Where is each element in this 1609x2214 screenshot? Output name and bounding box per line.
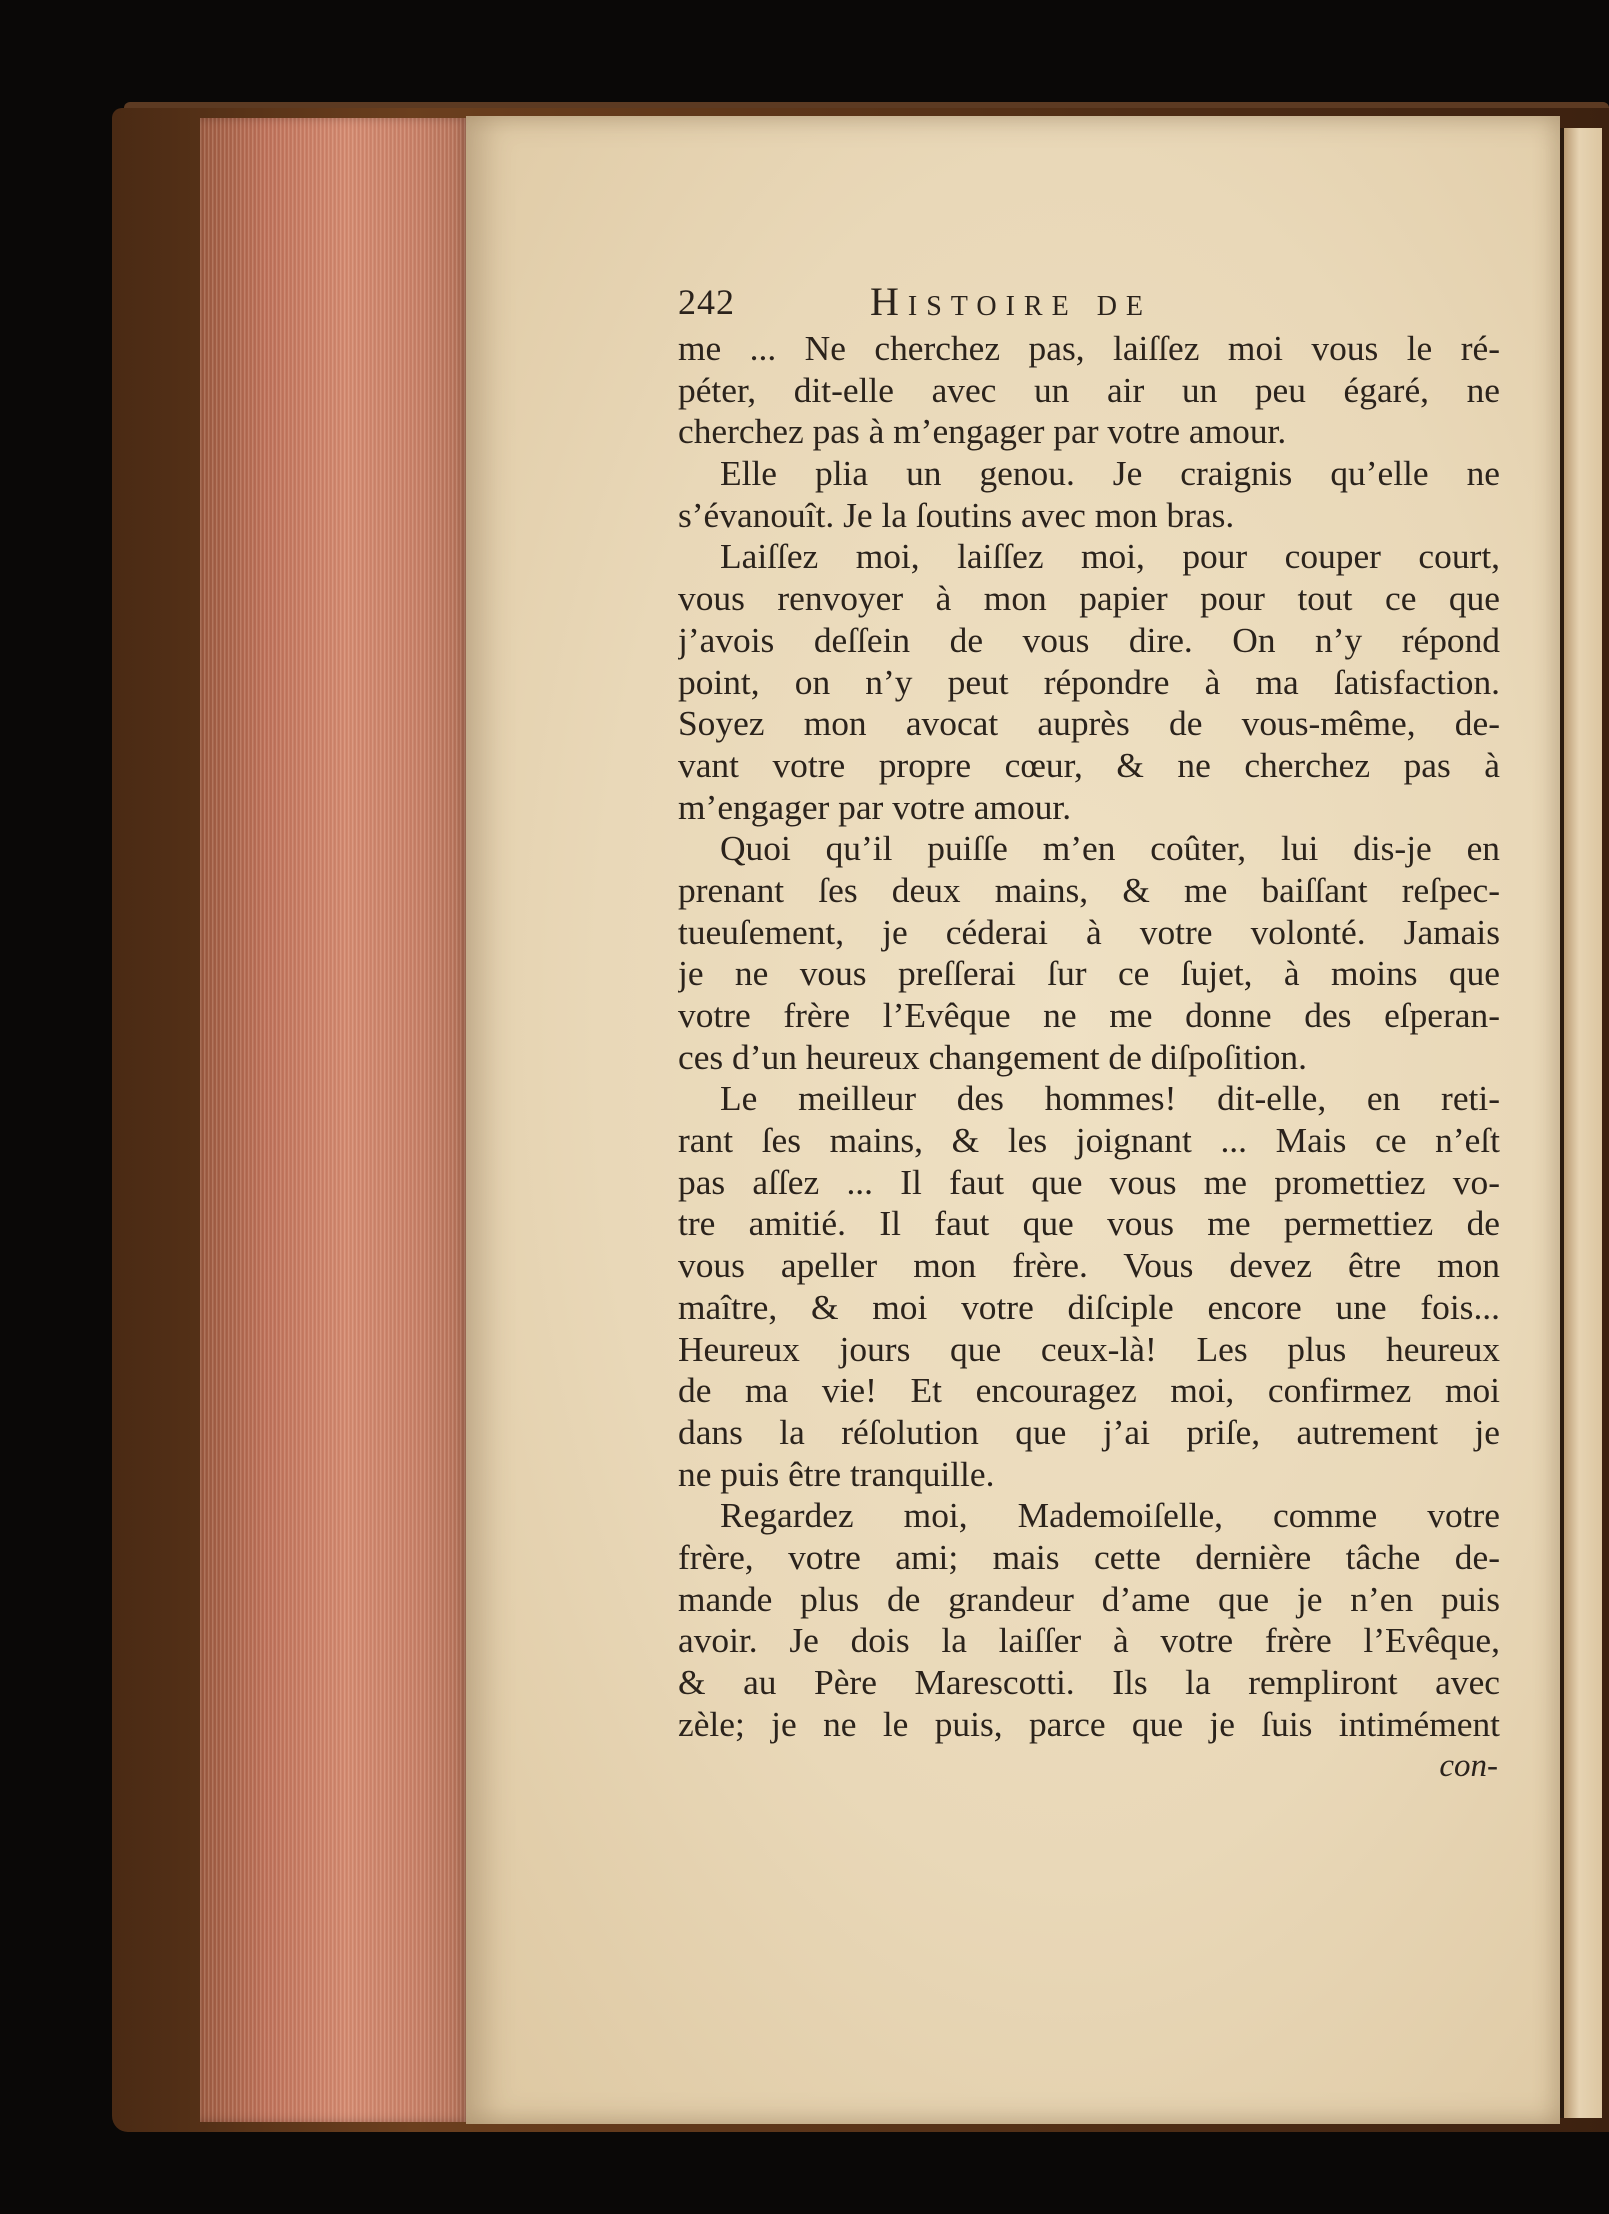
running-title: Histoire de	[870, 279, 1153, 324]
text-line: Soyez mon avocat auprès de vous-même, de-	[678, 703, 1500, 744]
page-text	[678, 276, 1500, 1787]
page-fore-edge	[200, 118, 470, 2122]
page-number: 242	[678, 282, 735, 322]
text-line: vous renvoyer à mon papier pour tout ce que	[678, 578, 1500, 619]
text-line: Quoi qu’il puiſſe m’en coûter, lui dis-je en	[720, 828, 1500, 869]
text-line: péter, dit-elle avec un air un peu égaré, ne	[678, 369, 1500, 410]
text-line: vant votre propre cœur, & ne cherchez pas à	[678, 744, 1500, 785]
facing-page-edge	[1560, 128, 1602, 2118]
text-line: je ne vous preſſerai ſur ce ſujet, à moins que	[678, 953, 1500, 994]
text-line: Elle plia un genou. Je craignis qu’elle ne	[720, 453, 1500, 494]
text-line: point, on n’y peut répondre à ma ſatisfaction.	[678, 661, 1500, 702]
text-line: tueuſement, je céderai à votre volonté. Jamais	[678, 911, 1500, 952]
text-line: s’évanouît. Je la ſoutins avec mon bras.	[678, 494, 1235, 535]
text-line: ces d’un heureux changement de diſpoſition.	[678, 1036, 1307, 1077]
text-line: votre frère l’Evêque ne me donne des eſperan-	[678, 995, 1500, 1035]
text-line: frère, votre ami; mais cette dernière tâche de-	[678, 1536, 1500, 1577]
page-header	[678, 276, 1500, 328]
text-line: rant ſes mains, & les joignant ... Mais ce n’eſt	[678, 1120, 1500, 1161]
text-line: dans la réſolution que j’ai priſe, autrement je	[678, 1411, 1500, 1452]
text-line: tre amitié. Il faut que vous me permettiez de	[678, 1203, 1500, 1244]
text-line: avoir. Je dois la laiſſer à votre frère l’Evêque,	[678, 1620, 1500, 1661]
text-line: Laiſſez moi, laiſſez moi, pour couper court,	[720, 536, 1500, 577]
text-line: Heureux jours que ceux-là! Les plus heureux	[678, 1328, 1500, 1369]
text-line: pas aſſez ... Il faut que vous me promettiez vo-	[678, 1161, 1500, 1202]
text-line: me ... Ne cherchez pas, laiſſez moi vous le ré-	[678, 328, 1500, 368]
text-line: Le meilleur des hommes! dit-elle, en reti-	[720, 1078, 1500, 1119]
text-line: m’engager par votre amour.	[678, 786, 1072, 827]
text-line: prenant ſes deux mains, & me baiſſant reſpec-	[678, 869, 1500, 910]
text-line: de ma vie! Et encouragez moi, confirmez moi	[678, 1370, 1500, 1411]
catchword: con-	[1439, 1748, 1498, 1785]
text-line: zèle; je ne le puis, parce que je ſuis intimément	[678, 1703, 1500, 1744]
text-line: & au Père Marescotti. Ils la rempliront avec	[678, 1662, 1500, 1702]
text-line: maître, & moi votre diſciple encore une fois...	[678, 1286, 1500, 1327]
text-line: j’avois deſſein de vous dire. On n’y répond	[678, 619, 1500, 660]
text-line: ne puis être tranquille.	[678, 1453, 995, 1494]
text-line: mande plus de grandeur d’ame que je n’en puis	[678, 1578, 1500, 1619]
text-line: cherchez pas à m’engager par votre amour.	[678, 411, 1287, 452]
text-line: vous apeller mon frère. Vous devez être mon	[678, 1245, 1500, 1286]
text-line: Regardez moi, Mademoiſelle, comme votre	[720, 1495, 1500, 1536]
